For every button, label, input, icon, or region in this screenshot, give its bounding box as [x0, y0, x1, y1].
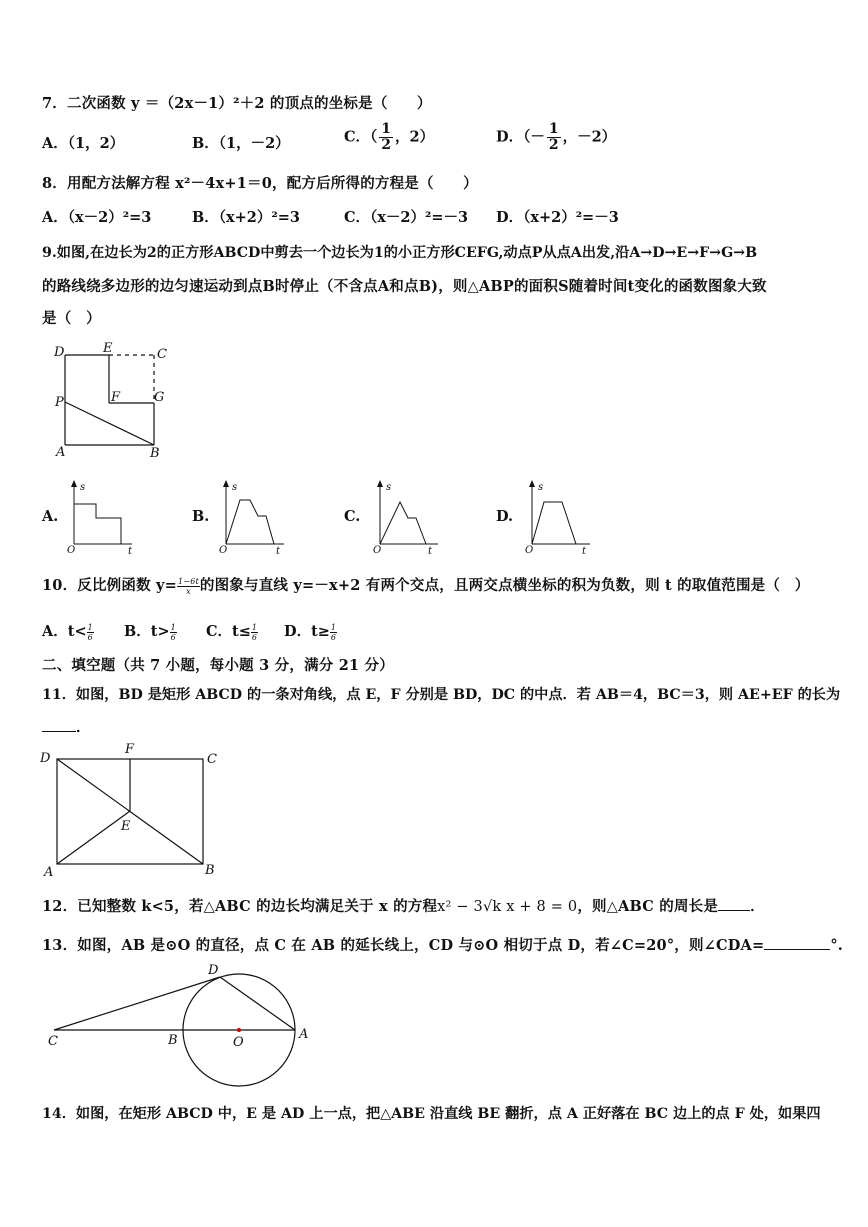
q9-line2: 的路线绕多边形的边匀速运动到点B时停止（不含点A和点B)，则△ABP的面积S随着时间t变化的函数图象大致 — [42, 278, 767, 295]
q10-option-d — [284, 620, 337, 642]
q9-line1: 9.如图,在边长为2的正方形ABCD中剪去一个边长为1的小正方形CEFG,动点P从点A出发,沿A→D→E→F→G→B — [42, 245, 758, 261]
q9-c-t: t — [428, 546, 433, 557]
q7-d-prefix: D．（－ — [496, 128, 545, 146]
q9-d-s: s — [538, 482, 544, 493]
q10-b-num: 1 — [170, 622, 176, 632]
q9-label-a: A — [56, 445, 66, 460]
q9-label-c: C — [157, 347, 167, 362]
q11-label-b: B — [205, 863, 215, 878]
q7-option-a: A．（1，2） — [42, 135, 125, 152]
q12-end: ． — [750, 898, 765, 915]
q9-a-o: O — [67, 545, 76, 556]
q10-c-num: 1 — [251, 622, 257, 632]
q11-label-f: F — [125, 742, 135, 757]
q9-a-t: t — [128, 546, 133, 557]
q8-option-b: B．（x+2）²=3 — [192, 209, 300, 226]
q9-label-b: B — [150, 446, 160, 461]
q10-d-text: D．t≥ — [284, 623, 330, 640]
q13-label-d: D — [208, 963, 219, 978]
q10-option-b — [124, 620, 177, 642]
q12-suffix: ，则△ABC 的周长是 — [577, 898, 719, 915]
q13-stem — [42, 934, 843, 955]
q9-option-c: C. — [344, 508, 361, 525]
q10-b-text: B．t> — [124, 623, 170, 640]
q7-d-fraction — [547, 122, 561, 153]
q9-option-d: D. — [496, 508, 514, 525]
q10-option-c — [206, 620, 258, 642]
q7-stem: 7．二次函数 y ＝（2x－1）²＋2 的顶点的坐标是（ ） — [42, 95, 432, 112]
q10-suffix: 的图象与直线 y=－x+2 有两个交点，且两交点横坐标的积为负数，则 t 的取值范围是（ ） — [199, 577, 810, 594]
q10-frac-den: x — [186, 586, 191, 596]
q7-option-c — [344, 122, 434, 153]
q7-d-num: 1 — [548, 121, 559, 137]
q7-option-d — [496, 122, 616, 153]
q13-label-b: B — [168, 1033, 178, 1048]
q10-b-fraction — [170, 623, 177, 642]
q10-c-text: C．t≤ — [206, 623, 251, 640]
q7-d-den: 2 — [548, 137, 559, 153]
q10-a-den: 6 — [87, 632, 93, 642]
q10-d-den: 6 — [330, 632, 337, 642]
q7-c-fraction — [379, 122, 393, 153]
q9-option-a: A. — [42, 508, 59, 525]
q10-frac-num: 1−6t — [178, 576, 199, 586]
q9-graph-d — [524, 478, 604, 558]
section-2-heading: 二、填空题（共 7 小题，每小题 3 分，满分 21 分） — [42, 657, 394, 674]
q13-label-a: A — [299, 1027, 309, 1042]
q9-c-s: s — [386, 482, 392, 493]
q9-label-f: F — [111, 390, 121, 405]
q9-d-t: t — [582, 546, 587, 557]
q10-prefix: 10．反比例函数 y= — [42, 577, 178, 594]
q10-stem — [42, 574, 809, 596]
q10-a-fraction — [87, 623, 94, 642]
q7-option-b: B．（1，－2） — [192, 135, 290, 152]
q10-d-num: 1 — [330, 622, 337, 632]
q9-graph-b — [218, 478, 298, 558]
q11-label-a: A — [44, 865, 54, 880]
q9-c-o: O — [373, 545, 382, 556]
q9-line3: 是（ ） — [42, 310, 101, 327]
q11-label-e: E — [121, 819, 131, 834]
q9-label-e: E — [103, 341, 113, 356]
q11-end: ． — [76, 719, 91, 736]
q9-b-t: t — [276, 546, 281, 557]
q8-option-c: C．（x－2）²=－3 — [344, 209, 469, 226]
q11-line1: 11．如图，BD 是矩形 ABCD 的一条对角线，点 E，F 分别是 BD，DC 的中点．若 AB＝4，BC＝3，则 AE+EF 的长为 — [42, 687, 841, 703]
q12-prefix: 12．已知整数 k<5，若△ABC 的边长均满足关于 x 的方程 — [42, 898, 438, 915]
q9-d-o: O — [525, 545, 534, 556]
q8-stem: 8．用配方法解方程 x²－4x+1＝0，配方后所得的方程是（ ） — [42, 175, 478, 192]
q10-option-a — [42, 620, 94, 642]
q9-a-s: s — [80, 482, 86, 493]
q8-option-a: A．（x－2）²=3 — [42, 209, 152, 226]
q9-label-d: D — [54, 345, 65, 360]
q10-fraction — [177, 577, 200, 596]
q13-end: °. — [830, 937, 844, 954]
q9-b-s: s — [232, 482, 238, 493]
q11-label-c: C — [207, 752, 217, 767]
q8-option-d: D．（x+2）²=－3 — [496, 209, 619, 226]
q12-answer-blank[interactable] — [718, 896, 750, 911]
q9-option-b: B. — [192, 508, 210, 525]
q10-c-den: 6 — [251, 632, 257, 642]
q10-a-num: 1 — [87, 622, 93, 632]
q13-label-c: C — [48, 1034, 58, 1049]
q9-label-g: G — [154, 390, 165, 405]
q9-label-p: P — [55, 395, 64, 410]
q10-b-den: 6 — [170, 632, 176, 642]
q7-c-num: 1 — [381, 121, 392, 137]
q11-label-d: D — [40, 751, 51, 766]
q9-graph-a — [66, 478, 146, 558]
q10-a-text: A．t< — [42, 623, 87, 640]
q11-answer-blank[interactable] — [42, 717, 76, 732]
q13-label-o: O — [233, 1035, 244, 1050]
q14-stem: 14．如图，在矩形 ABCD 中，E 是 AD 上一点，把△ABE 沿直线 BE 翻折，点 A 正好落在 BC 边上的点 F 处，如果四 — [42, 1106, 821, 1122]
q9-b-o: O — [219, 545, 228, 556]
q7-c-prefix: C．（ — [344, 128, 378, 146]
q13-figure — [40, 960, 330, 1090]
q11-figure — [38, 740, 228, 880]
q13-answer-blank[interactable] — [764, 935, 830, 950]
q13-text: 13．如图，AB 是⊙O 的直径，点 C 在 AB 的延长线上，CD 与⊙O 相切于点 D，若∠C=20°，则∠CDA= — [42, 937, 765, 954]
q10-c-fraction — [251, 623, 258, 642]
q9-figure — [50, 340, 180, 465]
q7-c-den: 2 — [381, 137, 392, 153]
q12-stem — [42, 895, 765, 916]
q11-line2 — [42, 716, 91, 737]
q9-graph-c — [372, 478, 452, 558]
q7-c-suffix: ，2） — [395, 128, 435, 146]
q12-equation: x² − 3√k x + 8 = 0 — [437, 899, 578, 915]
q7-d-suffix: ，－2） — [562, 128, 617, 146]
q10-d-fraction — [330, 623, 337, 642]
